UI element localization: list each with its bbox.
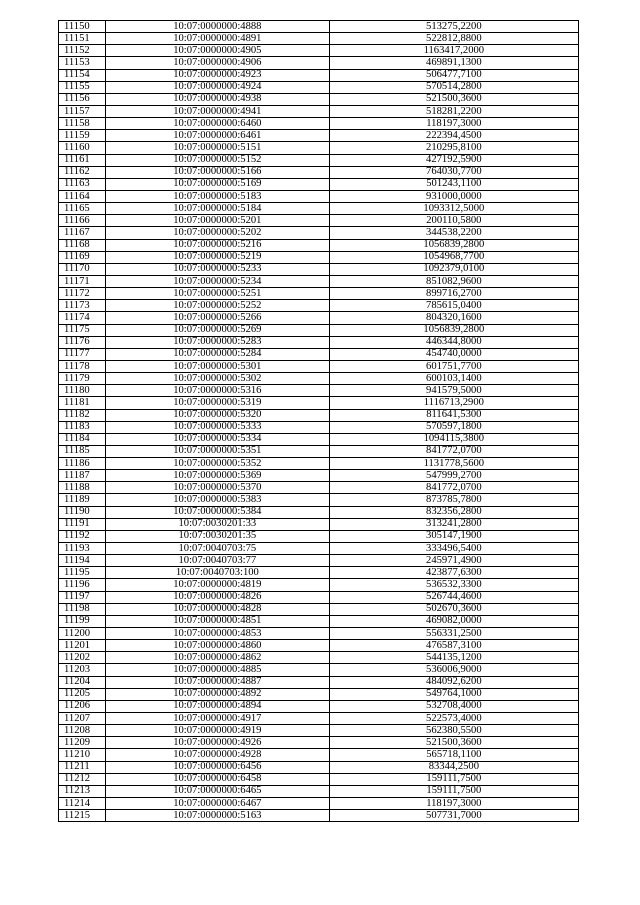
row-number: 11205 <box>59 688 106 700</box>
row-number: 11176 <box>59 336 106 348</box>
cadastral-value: 899716,2700 <box>329 288 578 300</box>
cadastral-number: 10:07:0000000:4853 <box>105 628 329 640</box>
cadastral-value: 526744,4600 <box>329 591 578 603</box>
table-row <box>59 567 579 579</box>
cadastral-number: 10:07:0000000:5269 <box>105 324 329 336</box>
cadastral-number: 10:07:0040703:75 <box>105 543 329 555</box>
table-row <box>59 652 579 664</box>
table-row <box>59 154 579 166</box>
cadastral-number: 10:07:0000000:5152 <box>105 154 329 166</box>
table-row <box>59 737 579 749</box>
table-row <box>59 688 579 700</box>
cadastral-number: 10:07:0000000:5383 <box>105 494 329 506</box>
cadastral-value: 476587,3100 <box>329 640 578 652</box>
row-number: 11196 <box>59 579 106 591</box>
cadastral-value: 570514,2800 <box>329 81 578 93</box>
row-number: 11156 <box>59 93 106 105</box>
row-number: 11188 <box>59 482 106 494</box>
row-number: 11194 <box>59 555 106 567</box>
cadastral-value: 222394,4500 <box>329 130 578 142</box>
row-number: 11200 <box>59 628 106 640</box>
row-number: 11159 <box>59 130 106 142</box>
table-row <box>59 640 579 652</box>
cadastral-value: 570597,1800 <box>329 421 578 433</box>
row-number: 11169 <box>59 251 106 263</box>
row-number: 11207 <box>59 713 106 725</box>
row-number: 11167 <box>59 227 106 239</box>
land-parcel-table <box>58 20 579 822</box>
cadastral-number: 10:07:0000000:6460 <box>105 118 329 130</box>
table-row <box>59 360 579 372</box>
row-number: 11178 <box>59 360 106 372</box>
cadastral-value: 931000,0000 <box>329 190 578 202</box>
table-row <box>59 190 579 202</box>
cadastral-value: 544135,1200 <box>329 652 578 664</box>
cadastral-value: 764030,7700 <box>329 166 578 178</box>
cadastral-number: 10:07:0000000:6456 <box>105 761 329 773</box>
table-row <box>59 166 579 178</box>
table-row <box>59 773 579 785</box>
row-number: 11204 <box>59 676 106 688</box>
cadastral-value: 1092379,0100 <box>329 263 578 275</box>
cadastral-number: 10:07:0000000:4887 <box>105 676 329 688</box>
row-number: 11173 <box>59 300 106 312</box>
cadastral-value: 785615,0400 <box>329 300 578 312</box>
cadastral-number: 10:07:0000000:5252 <box>105 300 329 312</box>
cadastral-value: 536006,9000 <box>329 664 578 676</box>
table-row <box>59 798 579 810</box>
row-number: 11211 <box>59 761 106 773</box>
row-number: 11158 <box>59 118 106 130</box>
table-row <box>59 203 579 215</box>
cadastral-value: 245971,4900 <box>329 555 578 567</box>
table-row <box>59 373 579 385</box>
table-row <box>59 700 579 712</box>
row-number: 11160 <box>59 142 106 154</box>
cadastral-number: 10:07:0000000:4919 <box>105 725 329 737</box>
row-number: 11175 <box>59 324 106 336</box>
row-number: 11215 <box>59 810 106 822</box>
cadastral-number: 10:07:0000000:4826 <box>105 591 329 603</box>
cadastral-value: 513275,2200 <box>329 21 578 33</box>
cadastral-number: 10:07:0000000:4905 <box>105 45 329 57</box>
cadastral-number: 10:07:0000000:4819 <box>105 579 329 591</box>
cadastral-number: 10:07:0000000:5351 <box>105 445 329 457</box>
cadastral-value: 210295,8100 <box>329 142 578 154</box>
cadastral-number: 10:07:0000000:4828 <box>105 603 329 615</box>
cadastral-value: 159111,7500 <box>329 785 578 797</box>
table-row <box>59 445 579 457</box>
table-row <box>59 336 579 348</box>
row-number: 11191 <box>59 518 106 530</box>
cadastral-number: 10:07:0000000:5251 <box>105 288 329 300</box>
row-number: 11174 <box>59 312 106 324</box>
row-number: 11214 <box>59 798 106 810</box>
cadastral-number: 10:07:0000000:4888 <box>105 21 329 33</box>
cadastral-value: 565718,1100 <box>329 749 578 761</box>
cadastral-value: 313241,2800 <box>329 518 578 530</box>
row-number: 11152 <box>59 45 106 57</box>
cadastral-value: 851082,9600 <box>329 275 578 287</box>
cadastral-number: 10:07:0000000:5301 <box>105 360 329 372</box>
cadastral-number: 10:07:0000000:6467 <box>105 798 329 810</box>
cadastral-value: 446344,8000 <box>329 336 578 348</box>
cadastral-value: 501243,1100 <box>329 178 578 190</box>
table-body <box>59 21 579 822</box>
cadastral-value: 423877,6300 <box>329 567 578 579</box>
cadastral-value: 333496,5400 <box>329 543 578 555</box>
cadastral-number: 10:07:0000000:4923 <box>105 69 329 81</box>
table-row <box>59 555 579 567</box>
table-row <box>59 591 579 603</box>
cadastral-number: 10:07:0000000:4924 <box>105 81 329 93</box>
cadastral-value: 507731,7000 <box>329 810 578 822</box>
cadastral-value: 506477,7100 <box>329 69 578 81</box>
table-row <box>59 300 579 312</box>
cadastral-number: 10:07:0000000:5219 <box>105 251 329 263</box>
row-number: 11170 <box>59 263 106 275</box>
row-number: 11164 <box>59 190 106 202</box>
cadastral-value: 522812,8800 <box>329 33 578 45</box>
row-number: 11190 <box>59 506 106 518</box>
cadastral-value: 536532,3300 <box>329 579 578 591</box>
cadastral-value: 83344,2500 <box>329 761 578 773</box>
table-row <box>59 603 579 615</box>
cadastral-value: 562380,5500 <box>329 725 578 737</box>
cadastral-number: 10:07:0030201:33 <box>105 518 329 530</box>
cadastral-value: 841772,0700 <box>329 445 578 457</box>
cadastral-number: 10:07:0000000:5333 <box>105 421 329 433</box>
cadastral-number: 10:07:0000000:5234 <box>105 275 329 287</box>
row-number: 11213 <box>59 785 106 797</box>
cadastral-value: 518281,2200 <box>329 105 578 117</box>
cadastral-number: 10:07:0000000:4851 <box>105 615 329 627</box>
table-row <box>59 324 579 336</box>
row-number: 11186 <box>59 458 106 470</box>
row-number: 11206 <box>59 700 106 712</box>
table-row <box>59 105 579 117</box>
cadastral-number: 10:07:0000000:4885 <box>105 664 329 676</box>
cadastral-value: 1163417,2000 <box>329 45 578 57</box>
cadastral-number: 10:07:0000000:5334 <box>105 433 329 445</box>
table-row <box>59 215 579 227</box>
cadastral-value: 1056839,2800 <box>329 324 578 336</box>
cadastral-number: 10:07:0000000:5302 <box>105 373 329 385</box>
table-row <box>59 45 579 57</box>
cadastral-number: 10:07:0000000:4860 <box>105 640 329 652</box>
row-number: 11157 <box>59 105 106 117</box>
cadastral-number: 10:07:0000000:5233 <box>105 263 329 275</box>
table-row <box>59 239 579 251</box>
table-row <box>59 69 579 81</box>
table-row <box>59 494 579 506</box>
cadastral-number: 10:07:0000000:5369 <box>105 470 329 482</box>
cadastral-value: 469891,1300 <box>329 57 578 69</box>
cadastral-value: 521500,3600 <box>329 93 578 105</box>
row-number: 11181 <box>59 397 106 409</box>
cadastral-value: 941579,5000 <box>329 385 578 397</box>
cadastral-value: 547999,2700 <box>329 470 578 482</box>
cadastral-number: 10:07:0000000:4906 <box>105 57 329 69</box>
cadastral-value: 1116713,2900 <box>329 397 578 409</box>
cadastral-value: 469082,0000 <box>329 615 578 627</box>
cadastral-number: 10:07:0000000:4941 <box>105 105 329 117</box>
row-number: 11162 <box>59 166 106 178</box>
table-row <box>59 579 579 591</box>
cadastral-value: 118197,3000 <box>329 798 578 810</box>
cadastral-value: 118197,3000 <box>329 118 578 130</box>
cadastral-number: 10:07:0000000:5201 <box>105 215 329 227</box>
table-row <box>59 530 579 542</box>
cadastral-number: 10:07:0000000:5163 <box>105 810 329 822</box>
cadastral-number: 10:07:0000000:4926 <box>105 737 329 749</box>
table-row <box>59 348 579 360</box>
table-row <box>59 749 579 761</box>
row-number: 11203 <box>59 664 106 676</box>
row-number: 11195 <box>59 567 106 579</box>
cadastral-value: 601751,7700 <box>329 360 578 372</box>
table-row <box>59 518 579 530</box>
row-number: 11197 <box>59 591 106 603</box>
row-number: 11199 <box>59 615 106 627</box>
cadastral-value: 344538,2200 <box>329 227 578 239</box>
table-row <box>59 118 579 130</box>
cadastral-number: 10:07:0040703:77 <box>105 555 329 567</box>
cadastral-number: 10:07:0000000:4892 <box>105 688 329 700</box>
table-row <box>59 385 579 397</box>
table-row <box>59 676 579 688</box>
table-row <box>59 275 579 287</box>
cadastral-number: 10:07:0000000:4894 <box>105 700 329 712</box>
table-row <box>59 482 579 494</box>
table-row <box>59 664 579 676</box>
table-row <box>59 57 579 69</box>
row-number: 11183 <box>59 421 106 433</box>
row-number: 11151 <box>59 33 106 45</box>
row-number: 11155 <box>59 81 106 93</box>
table-row <box>59 615 579 627</box>
cadastral-value: 454740,0000 <box>329 348 578 360</box>
cadastral-number: 10:07:0000000:5169 <box>105 178 329 190</box>
cadastral-value: 1094115,3800 <box>329 433 578 445</box>
table-row <box>59 785 579 797</box>
table-row <box>59 312 579 324</box>
cadastral-number: 10:07:0000000:6461 <box>105 130 329 142</box>
row-number: 11180 <box>59 385 106 397</box>
cadastral-value: 1056839,2800 <box>329 239 578 251</box>
table-row <box>59 33 579 45</box>
table-row <box>59 142 579 154</box>
table-row <box>59 725 579 737</box>
cadastral-number: 10:07:0000000:4862 <box>105 652 329 664</box>
table-row <box>59 93 579 105</box>
cadastral-value: 200110,5800 <box>329 215 578 227</box>
row-number: 11153 <box>59 57 106 69</box>
row-number: 11171 <box>59 275 106 287</box>
row-number: 11161 <box>59 154 106 166</box>
table-row <box>59 227 579 239</box>
cadastral-number: 10:07:0000000:4917 <box>105 713 329 725</box>
table-row <box>59 421 579 433</box>
row-number: 11192 <box>59 530 106 542</box>
table-row <box>59 81 579 93</box>
cadastral-number: 10:07:0000000:4928 <box>105 749 329 761</box>
cadastral-value: 502670,3600 <box>329 603 578 615</box>
cadastral-value: 1131778,5600 <box>329 458 578 470</box>
table-row <box>59 409 579 421</box>
row-number: 11201 <box>59 640 106 652</box>
row-number: 11208 <box>59 725 106 737</box>
row-number: 11182 <box>59 409 106 421</box>
cadastral-value: 832356,2800 <box>329 506 578 518</box>
cadastral-number: 10:07:0000000:5183 <box>105 190 329 202</box>
row-number: 11172 <box>59 288 106 300</box>
cadastral-number: 10:07:0000000:6458 <box>105 773 329 785</box>
cadastral-number: 10:07:0000000:5316 <box>105 385 329 397</box>
cadastral-number: 10:07:0000000:5151 <box>105 142 329 154</box>
cadastral-number: 10:07:0000000:4938 <box>105 93 329 105</box>
row-number: 11187 <box>59 470 106 482</box>
cadastral-value: 841772,0700 <box>329 482 578 494</box>
table-row <box>59 130 579 142</box>
cadastral-number: 10:07:0000000:5320 <box>105 409 329 421</box>
table-row <box>59 178 579 190</box>
cadastral-value: 873785,7800 <box>329 494 578 506</box>
row-number: 11179 <box>59 373 106 385</box>
row-number: 11198 <box>59 603 106 615</box>
table-row <box>59 810 579 822</box>
cadastral-number: 10:07:0000000:5216 <box>105 239 329 251</box>
row-number: 11154 <box>59 69 106 81</box>
cadastral-value: 556331,2500 <box>329 628 578 640</box>
table-row <box>59 397 579 409</box>
row-number: 11185 <box>59 445 106 457</box>
cadastral-value: 484092,6200 <box>329 676 578 688</box>
row-number: 11202 <box>59 652 106 664</box>
table-row <box>59 543 579 555</box>
cadastral-number: 10:07:0000000:5283 <box>105 336 329 348</box>
table-row <box>59 506 579 518</box>
cadastral-number: 10:07:0000000:5352 <box>105 458 329 470</box>
cadastral-value: 1054968,7700 <box>329 251 578 263</box>
table-row <box>59 251 579 263</box>
cadastral-number: 10:07:0000000:5184 <box>105 203 329 215</box>
cadastral-value: 804320,1600 <box>329 312 578 324</box>
cadastral-number: 10:07:0000000:6465 <box>105 785 329 797</box>
cadastral-number: 10:07:0000000:5266 <box>105 312 329 324</box>
cadastral-value: 305147,1900 <box>329 530 578 542</box>
table-row <box>59 433 579 445</box>
cadastral-number: 10:07:0000000:5166 <box>105 166 329 178</box>
table-row <box>59 628 579 640</box>
cadastral-number: 10:07:0040703:100 <box>105 567 329 579</box>
row-number: 11166 <box>59 215 106 227</box>
cadastral-value: 532708,4000 <box>329 700 578 712</box>
cadastral-value: 1093312,5000 <box>329 203 578 215</box>
row-number: 11163 <box>59 178 106 190</box>
row-number: 11193 <box>59 543 106 555</box>
table-row <box>59 263 579 275</box>
cadastral-value: 600103,1400 <box>329 373 578 385</box>
table-row <box>59 470 579 482</box>
row-number: 11150 <box>59 21 106 33</box>
cadastral-value: 522573,4000 <box>329 713 578 725</box>
cadastral-value: 549764,1000 <box>329 688 578 700</box>
table-row <box>59 458 579 470</box>
table-row <box>59 288 579 300</box>
cadastral-value: 159111,7500 <box>329 773 578 785</box>
cadastral-value: 811641,5300 <box>329 409 578 421</box>
row-number: 11189 <box>59 494 106 506</box>
cadastral-number: 10:07:0000000:5370 <box>105 482 329 494</box>
row-number: 11210 <box>59 749 106 761</box>
row-number: 11165 <box>59 203 106 215</box>
cadastral-number: 10:07:0000000:5284 <box>105 348 329 360</box>
cadastral-number: 10:07:0000000:5384 <box>105 506 329 518</box>
table-row <box>59 21 579 33</box>
table-row <box>59 713 579 725</box>
row-number: 11212 <box>59 773 106 785</box>
row-number: 11177 <box>59 348 106 360</box>
row-number: 11184 <box>59 433 106 445</box>
cadastral-value: 427192,5900 <box>329 154 578 166</box>
cadastral-number: 10:07:0000000:4891 <box>105 33 329 45</box>
cadastral-value: 521500,3600 <box>329 737 578 749</box>
row-number: 11168 <box>59 239 106 251</box>
cadastral-number: 10:07:0000000:5202 <box>105 227 329 239</box>
row-number: 11209 <box>59 737 106 749</box>
cadastral-number: 10:07:0030201:35 <box>105 530 329 542</box>
table-row <box>59 761 579 773</box>
cadastral-number: 10:07:0000000:5319 <box>105 397 329 409</box>
